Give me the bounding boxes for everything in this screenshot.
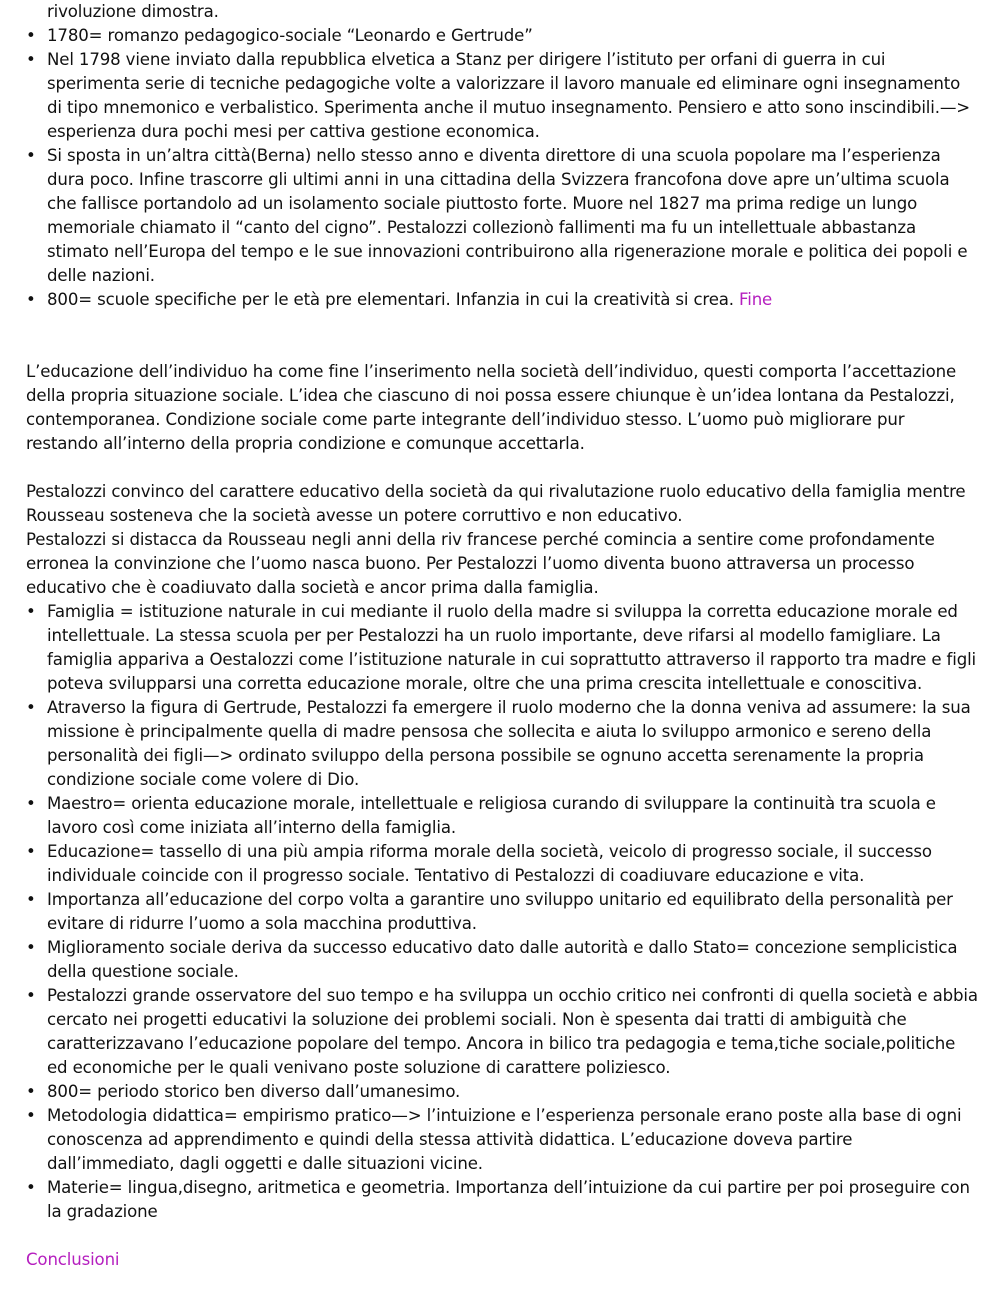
list-item-text: 800= scuole specifiche per le età pre elementari. Infanzia in cui la creatività si crea. [47, 290, 734, 309]
bullet-list-biography [26, 24, 978, 312]
list-item: • Pestalozzi grande osservatore del suo tempo e ha sviluppa un occhio critico nei confronti di quella società e abbia cercato nei progetti educativi la soluzione dei problemi sociali. Non è spesenta dai tratti di ambiguità che caratterizzavano l’educazione popolare del tempo. Ancora in bilico tra pedagogia e tema,tiche sociale,politiche ed economiche per le quali venivano poste soluzione di carattere poliziesco. [26, 984, 978, 1080]
list-item: • Famiglia = istituzione naturale in cui mediante il ruolo della madre si sviluppa la corretta educazione morale ed intellettuale. La stessa scuola per per Pestalozzi ha un ruolo importante, deve rifarsi al modello famigliare. La famiglia appariva a Oestalozzi come l’istituzione naturale in cui soprattutto attraverso il rapporto tra madre e figli poteva svilupparsi una corretta educazione morale, oltre che una prima crescita intellettuale e conoscitiva. [26, 600, 978, 696]
continuation-line: rivoluzione dimostra. [47, 2, 219, 21]
list-item: • 1780= romanzo pedagogico-sociale “Leonardo e Gertrude” [26, 24, 978, 48]
document-page [26, 0, 978, 1272]
fine-link[interactable]: Fine [739, 290, 773, 309]
list-item: • Atraverso la figura di Gertrude, Pestalozzi fa emergere il ruolo moderno che la donna veniva ad assumere: la sua missione è principalmente quella di madre pensosa che sollecita e aiuta lo sviluppo armonico e sereno della personalità dei figli—> ordinato sviluppo della persona possibile se ognuno accetta serenamente la propria condizione sociale come volere di Dio. [26, 696, 978, 792]
list-item [26, 288, 978, 312]
spacer [26, 456, 978, 480]
paragraph: Pestalozzi convinco del carattere educativo della società da qui rivalutazione ruolo educativo della famiglia mentre Rousseau sosteneva che la società avesse un potere corruttivo e non educativo. [26, 482, 966, 525]
paragraph: Pestalozzi si distacca da Rousseau negli anni della riv francese perché comincia a sentire come profondamente erronea la convinzione che l’uomo nasca buono. Per Pestalozzi l’uomo diventa buono attraversa un processo educativo che è coadiuvato dalla società e ancor prima dalla famiglia. [26, 530, 935, 597]
list-item: • Si sposta in un’altra città(Berna) nello stesso anno e diventa direttore di una scuola popolare ma l’esperienza dura poco. Infine trascorre gli ultimi anni in una cittadina della Svizzera francofona dove apre un’ultima scuola che fallisce portandolo ad un isolamento sociale piuttosto forte. Muore nel 1827 ma prima redige un lungo memoriale chiamato il “canto del cigno”. Pestalozzi collezionò fallimenti ma fu un intellettuale abbastanza stimato nell’Europa del tempo e le sue innovazioni contribuirono alla rigenerazione morale e politica dei popoli e delle nazioni. [26, 144, 978, 288]
list-item: • Miglioramento sociale deriva da successo educativo dato dalle autorità e dallo Stato= concezione semplicistica della questione sociale. [26, 936, 978, 984]
list-item: • Educazione= tassello di una più ampia riforma morale della società, veicolo di progresso sociale, il successo individuale coincide con il progresso sociale. Tentativo di Pestalozzi di coadiuvare educazione e vita. [26, 840, 978, 888]
list-item: • Nel 1798 viene inviato dalla repubblica elvetica a Stanz per dirigere l’istituto per orfani di guerra in cui sperimenta serie di tecniche pedagogiche volte a valorizzare il lavoro manuale ed eliminare ogni insegnamento di tipo mnemonico e verbalistico. Sperimenta anche il mutuo insegnamento. Pensiero e atto sono inscindibili.—> esperienza dura pochi mesi per cattiva gestione economica. [26, 48, 978, 144]
list-item: • Importanza all’educazione del corpo volta a garantire uno sviluppo unitario ed equilibrato della personalità per evitare di ridurre l’uomo a sola macchina produttiva. [26, 888, 978, 936]
list-item: • Metodologia didattica= empirismo pratico—> l’intuizione e l’esperienza personale erano poste alla base di ogni conoscenza ad apprendimento e quindi della stessa attività didattica. L’educazione doveva partire dall’immediato, dagli oggetti e dalle situazioni vicine. [26, 1104, 978, 1176]
list-item: • Maestro= orienta educazione morale, intellettuale e religiosa curando di sviluppare la continuità tra scuola e lavoro così come iniziata all’interno della famiglia. [26, 792, 978, 840]
spacer [26, 1224, 978, 1248]
bullet-list-pedagogy [26, 600, 978, 1224]
list-item: • Materie= lingua,disegno, aritmetica e geometria. Importanza dell’intuizione da cui partire per poi proseguire con la gradazione [26, 1176, 978, 1224]
paragraph: L’educazione dell’individuo ha come fine l’inserimento nella società dell’individuo, questi comporta l’accettazione della propria situazione sociale. L’idea che ciascuno di noi possa essere chiunque è un’idea lontana da Pestalozzi, contemporanea. Condizione sociale come parte integrante dell’individuo stesso. L’uomo può migliorare pur restando all’interno della propria condizione e comunque accettarla. [26, 362, 957, 453]
list-item: • 800= periodo storico ben diverso dall’umanesimo. [26, 1080, 978, 1104]
spacer [26, 312, 978, 360]
conclusioni-link[interactable]: Conclusioni [26, 1250, 120, 1269]
